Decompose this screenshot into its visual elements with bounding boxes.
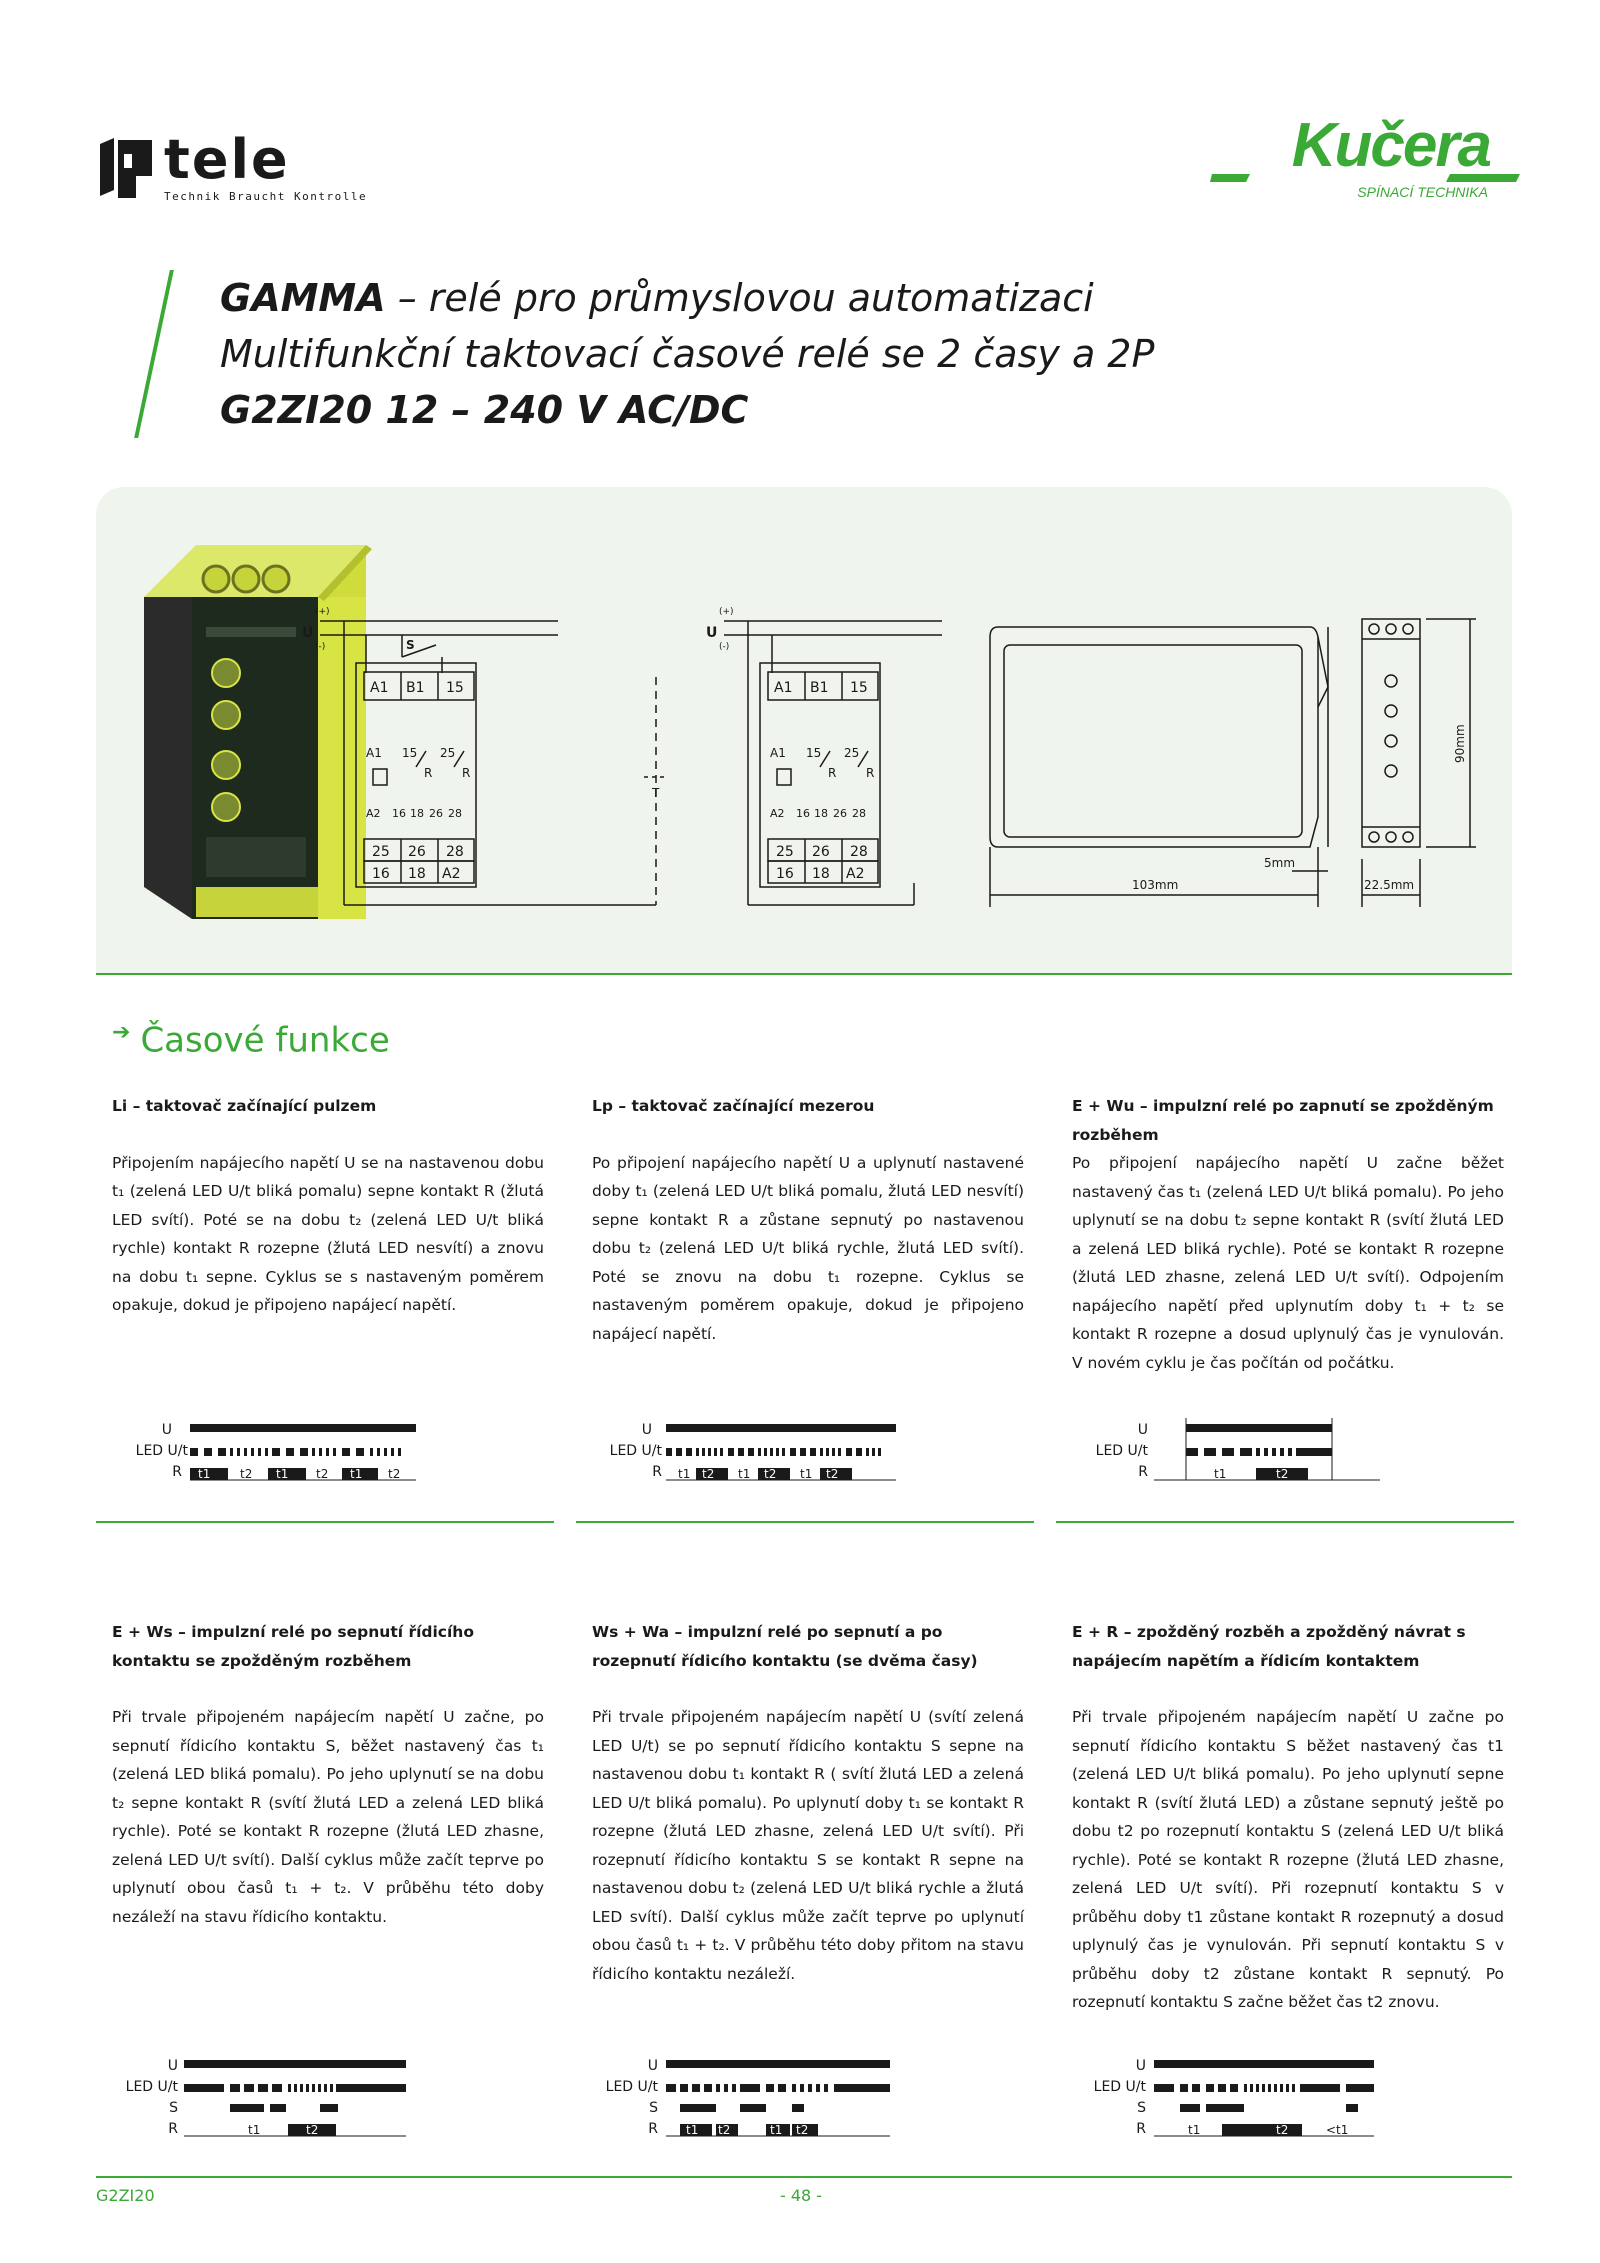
tlabel: t2 [718, 2123, 731, 2137]
function-lp [592, 1092, 1024, 1348]
product-figure [96, 487, 1512, 973]
row-label-u: U [1137, 1422, 1148, 1438]
divider [96, 1521, 554, 1523]
row-label-u: U [641, 1422, 652, 1438]
wd2-term-a1: A1 [774, 680, 793, 696]
row-label-r: R [1136, 2121, 1146, 2137]
wd2-bot-26: 26 [812, 844, 830, 860]
wd2-mid-26: 26 [833, 807, 847, 820]
kucera-brand-name: Kučera [1291, 111, 1490, 180]
tele-logo [96, 128, 416, 206]
tlabel: t2 [388, 1467, 401, 1481]
wd1-contact-r1: R [424, 766, 433, 780]
row-label-led: LED U/t [1095, 1443, 1148, 1459]
wd2-bot-16: 16 [776, 866, 794, 882]
row-label-r: R [168, 2121, 178, 2137]
wiring-diagram-2 [724, 621, 942, 905]
timing-chart-li [106, 1418, 426, 1508]
wd2-mid-16: 16 [796, 807, 810, 820]
title-line-1: GAMMA – relé pro průmyslovou automatizaci [220, 276, 1094, 320]
front-view-labels [1364, 724, 1467, 892]
wd2-bot-28: 28 [850, 844, 868, 860]
row-label-r: R [648, 2121, 658, 2137]
wd2-mid-a2: A2 [770, 807, 785, 820]
wd2-term-b1: B1 [810, 680, 829, 696]
title-line-2: Multifunkční taktovací časové relé se 2 časy a 2P [220, 332, 1155, 376]
side-view-labels [1132, 856, 1295, 892]
row-label-u: U [167, 2058, 178, 2074]
wd2-minus: (-) [719, 642, 730, 652]
tlabel: t2 [316, 1467, 329, 1481]
wd1-term-b1: B1 [406, 680, 425, 696]
wd1-bot-a2: A2 [442, 866, 461, 882]
wd1-mid-28: 28 [448, 807, 462, 820]
row-label-led: LED U/t [609, 1443, 662, 1459]
footer-product-code: G2ZI20 [96, 2186, 155, 2205]
tlabel: t2 [1276, 2123, 1289, 2137]
tlabel: <t1 [1326, 2123, 1349, 2137]
tele-brand-name: tele [164, 128, 290, 191]
function-ws-wa [592, 1618, 1024, 1988]
wd2-contact-r2: R [866, 766, 875, 780]
tlabel: t1 [738, 1467, 751, 1481]
tlabel: t2 [764, 1467, 777, 1481]
row-label-u: U [161, 1422, 172, 1438]
wiring-diagram-2-labels [706, 607, 874, 882]
wd1-mid-18: 18 [410, 807, 424, 820]
tlabel: t1 [770, 2123, 783, 2137]
wd1-coil-25: 25 [440, 746, 456, 760]
footer-page-number: - 48 - [780, 2186, 823, 2205]
function-description: Při trvale připojeném napájecím napětí U začne, po sepnutí řídicího kontaktu S, běžet nastavený čas t₁ (zelená LED bliká pomalu). Po jeho uplynutí se na dobu t₂ sepne kontakt R (svítí žlutá LED a zelená LED bliká rychle). Poté se kontakt R rozepne (žlutá LED zhasne, zelená LED U/t svítí). Další cyklus může začít teprve po uplynutí obou časů t₁ + t₂. V průběhu této doby nezáleží na stavu řídicího kontaktu. [112, 1708, 544, 1926]
wd1-mid-26: 26 [429, 807, 443, 820]
row-label-r: R [652, 1464, 662, 1480]
section-heading-text: Časové funkce [140, 1020, 390, 1061]
tlabel: t1 [678, 1467, 691, 1481]
wd1-coil-15: 15 [402, 746, 418, 760]
row-label-led: LED U/t [605, 2079, 658, 2095]
tele-emblem-icon [96, 136, 156, 202]
arrow-icon: ➔ [112, 1020, 131, 1045]
row-label-r: R [172, 1464, 182, 1480]
wd2-bot-a2: A2 [846, 866, 865, 882]
timing-chart-e-r [1064, 2054, 1384, 2144]
wd2-mid-18: 18 [814, 807, 828, 820]
tlabel: t2 [1276, 1467, 1289, 1481]
timing-chart-lp [586, 1418, 906, 1508]
tlabel: t1 [686, 2123, 699, 2137]
row-label-led: LED U/t [1093, 2079, 1146, 2095]
tlabel: t1 [350, 1467, 363, 1481]
wd1-switch-label: S [406, 638, 415, 652]
timing-chart-e-wu [1070, 1418, 1390, 1508]
tlabel: t1 [198, 1467, 211, 1481]
row-label-s: S [169, 2100, 178, 2116]
function-description: Po připojení napájecího napětí U a uplynutí nastavené doby t₁ (zelená LED U/t bliká pomalu, žlutá LED nesvítí) sepne kontakt R a zůstane sepnutý po nastavenou dobu t₂ (zelená LED U/t bliká rychle, žlutá LED svítí). Poté se znovu na dobu t₁ rozepne. Cyklus se nastaveným poměrem opakuje, dokud je připojeno napájecí napětí. [592, 1153, 1024, 1343]
wd1-bot-18: 18 [408, 866, 426, 882]
function-description: Při trvale připojeném napájecím napětí U (svítí zelená LED U/t) se po sepnutí řídicího kontaktu S sepne na nastavenou dobu t₁ kontakt R ( svítí žlutá LED a zelená LED U/t bliká pomalu). Po uplynutí doby t₁ se kontakt R rozepne (žlutá LED zhasne, zelená LED U/t svítí). Při rozepnutí řídicího kontaktu S se kontakt R sepne na nastavenou dobu t₂ (zelená LED U/t bliká rychle a žlutá LED svítí). Další cyklus může začít teprve po uplynutí obou časů t₁ + t₂. V průběhu této doby přitom na stavu řídicího kontaktu nezáleží. [592, 1708, 1024, 1983]
wd1-term-a1: A1 [370, 680, 389, 696]
dim-height-label: 90mm [1453, 724, 1467, 763]
kucera-tagline: SPÍNACÍ TECHNIKA [1357, 184, 1488, 200]
function-description: Při trvale připojeném napájecím napětí U začne po sepnutí řídicího kontaktu S běžet nastavený čas t1 (zelená LED U/t bliká pomalu). Po jeho uplynutí sepne kontakt R (svítí žlutá LED) a zůstane sepnutý ještě po dobu t2 po rozepnutí kontaktu S (zelená LED U/t bliká rychle). Poté se kontakt R rozepne (žlutá LED zhasne, zelená LED U/t svítí). Při rozepnutí kontaktu S v průběhu doby t1 zůstane kontakt R rozepnutý a dosud uplynulý čas je vynulován. Při sepnutí kontaktu S v průběhu doby t2 zůstane kontakt R sepnutý. Po rozepnutí kontaktu S začne běžet čas t2 znovu. [1072, 1708, 1504, 2011]
wd1-bot-28: 28 [446, 844, 464, 860]
dim-front-label: 22.5mm [1364, 878, 1415, 892]
kucera-logo [1210, 111, 1520, 206]
wd1-bot-16: 16 [372, 866, 390, 882]
relay-device-illustration [144, 545, 372, 919]
wd2-u-label: U [706, 625, 718, 641]
function-title: Ws + Wa – impulzní relé po sepnutí a po rozepnutí řídicího kontaktu (se dvěma časy) [592, 1623, 978, 1670]
function-title: E + Ws – impulzní relé po sepnutí řídicího kontaktu se zpožděným rozběhem [112, 1623, 474, 1670]
wd2-coil-a1: A1 [770, 746, 786, 760]
row-label-led: LED U/t [125, 2079, 178, 2095]
wd1-minus: (-) [315, 642, 326, 652]
function-e-wu [1072, 1092, 1504, 1377]
wd2-mid-28: 28 [852, 807, 866, 820]
tlabel: t1 [800, 1467, 813, 1481]
row-label-u: U [1135, 2058, 1146, 2074]
tlabel: t1 [248, 2123, 261, 2137]
tlabel: t2 [240, 1467, 253, 1481]
tlabel: t2 [702, 1467, 715, 1481]
timing-chart-e-ws [98, 2054, 418, 2144]
timing-chart-ws-wa [582, 2054, 902, 2144]
function-title: Lp – taktovač začínající mezerou [592, 1097, 875, 1115]
row-label-u: U [647, 2058, 658, 2074]
function-title: E + R – zpožděný rozběh a zpožděný návrat s napájecím napětím a řídicím kontaktem [1072, 1623, 1466, 1670]
dim-rail-label: 5mm [1264, 856, 1296, 870]
row-label-s: S [649, 2100, 658, 2116]
section-heading [112, 1020, 390, 1060]
wd1-coil-a1: A1 [366, 746, 382, 760]
function-description: Připojením napájecího napětí U se na nastavenou dobu t₁ (zelená LED U/t bliká pomalu) sepne kontakt R (žlutá LED svítí). Poté se na dobu t₂ (zelená LED U/t bliká rychle) kontakt R rozepne (žlutá LED nesvítí) a znovu na dobu t₁ sepne. Cyklus se s nastaveným poměrem opakuje, dokud je připojeno napájecí napětí. [112, 1153, 544, 1314]
wd2-coil-25: 25 [844, 746, 860, 760]
function-e-ws [112, 1618, 544, 1931]
tlabel: t1 [1214, 1467, 1227, 1481]
wd1-plus: (+) [315, 607, 330, 617]
product-figure-panel [96, 487, 1512, 975]
tele-tagline: Technik Braucht Kontrolle [164, 190, 368, 203]
row-label-led: LED U/t [135, 1443, 188, 1459]
wd1-contact-r2: R [462, 766, 471, 780]
wd2-plus: (+) [719, 607, 734, 617]
wd1-mid-a2: A2 [366, 807, 381, 820]
dim-width-label: 103mm [1132, 878, 1179, 892]
wd1-bot-26: 26 [408, 844, 426, 860]
function-title: E + Wu – impulzní relé po zapnutí se zpožděným rozběhem [1072, 1097, 1494, 1144]
function-li [112, 1092, 544, 1320]
wd1-bot-25: 25 [372, 844, 390, 860]
divider [576, 1521, 1034, 1523]
wd2-term-15: 15 [850, 680, 868, 696]
footer-line [96, 2176, 1512, 2178]
wd2-bot-25: 25 [776, 844, 794, 860]
tlabel: t2 [306, 2123, 319, 2137]
title-accent-bar [134, 270, 174, 438]
wd2-contact-r1: R [828, 766, 837, 780]
wd1-term-15: 15 [446, 680, 464, 696]
wd1-timer-t: T [652, 786, 660, 800]
wd2-bot-18: 18 [812, 866, 830, 882]
tlabel: t2 [796, 2123, 809, 2137]
function-e-r [1072, 1618, 1504, 2017]
wd2-coil-15: 15 [806, 746, 822, 760]
tlabel: t2 [826, 1467, 839, 1481]
function-title: Li – taktovač začínající pulzem [112, 1097, 377, 1115]
row-label-s: S [1137, 2100, 1146, 2116]
wd1-mid-16: 16 [392, 807, 406, 820]
title-line-3: G2ZI20 12 – 240 V AC/DC [220, 388, 749, 432]
wd1-u-label: U [302, 625, 314, 641]
tlabel: t1 [276, 1467, 289, 1481]
function-description: Po připojení napájecího napětí U začne běžet nastavený čas t₁ (zelená LED U/t bliká pomalu). Po jeho uplynutí se na dobu t₂ sepne kontakt R (svítí žlutá LED a zelená LED bliká rychle). Poté se kontakt R rozepne (žlutá LED zhasne, zelená LED U/t svítí). Odpojením napájecího napětí před uplynutím doby t₁ + t₂ se kontakt R rozepne a dosud uplynulý čas je vynulován. V novém cyklu je čas počítán od počátku. [1072, 1154, 1504, 1372]
row-label-r: R [1138, 1464, 1148, 1480]
divider [1056, 1521, 1514, 1523]
tlabel: t1 [1188, 2123, 1201, 2137]
